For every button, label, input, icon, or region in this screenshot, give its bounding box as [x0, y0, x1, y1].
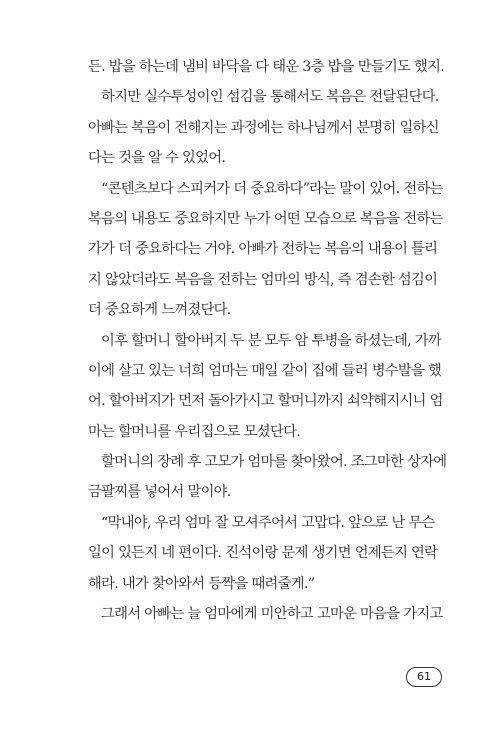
text-line: 가가 더 중요하다는 거야. 아빠가 전하는 복음의 내용이 틀리 [88, 241, 438, 258]
text-line: “콘텐츠보다 스피커가 더 중요하다”라는 말이 있어. 전하는 [101, 180, 443, 197]
text-line: 다는 것을 알 수 있었어. [88, 150, 226, 167]
text-line: 할머니의 장례 후 고모가 엄마를 찾아왔어. 조그마한 상자에 [101, 454, 447, 471]
body-text [88, 52, 448, 629]
text-line: 그래서 아빠는 늘 엄마에게 미안하고 고마운 마음을 가지고 [101, 606, 443, 623]
text-line: 든. 밥을 하는데 냄비 바닥을 다 태운 3층 밥을 만들기도 했지. [88, 59, 445, 75]
page-number-badge: 61 [406, 667, 442, 687]
text-line: 복음의 내용도 중요하지만 누가 어떤 모습으로 복음을 전하는 [88, 210, 443, 227]
text-line: 더 중요하게 느껴졌단다. [88, 302, 231, 319]
text-line: 일이 있든지 네 편이다. 진석이랑 문제 생기면 언제든지 연락 [88, 545, 438, 562]
text-line: 어. 할아버지가 먼저 돌아가시고 할머니까지 쇠약해지시니 엄 [88, 393, 443, 410]
text-line: 마는 할머니를 우리집으로 모셨단다. [88, 423, 301, 440]
text-line: 아빠는 복음이 전해지는 과정에는 하나님께서 분명히 일하신 [88, 119, 439, 136]
text-line: 지 않았더라도 복음을 전하는 엄마의 방식, 즉 겸손한 섬김이 [88, 271, 438, 288]
text-line: 금팔찌를 넣어서 말이야. [88, 484, 231, 501]
text-line: 해라. 내가 찾아와서 등짝을 때려줄게.” [88, 575, 315, 592]
text-line: 하지만 실수투성이인 섬김을 통해서도 복음은 전달된단다. [101, 89, 439, 106]
text-line: 이에 살고 있는 너희 엄마는 매일 같이 집에 들러 병수발을 했 [88, 362, 442, 379]
text-line: 이후 할머니 할아버지 두 분 모두 암 투병을 하셨는데, 가까 [101, 332, 441, 349]
text-line: “막내야, 우리 엄마 잘 모셔주어서 고맙다. 앞으로 난 무슨 [101, 514, 435, 531]
